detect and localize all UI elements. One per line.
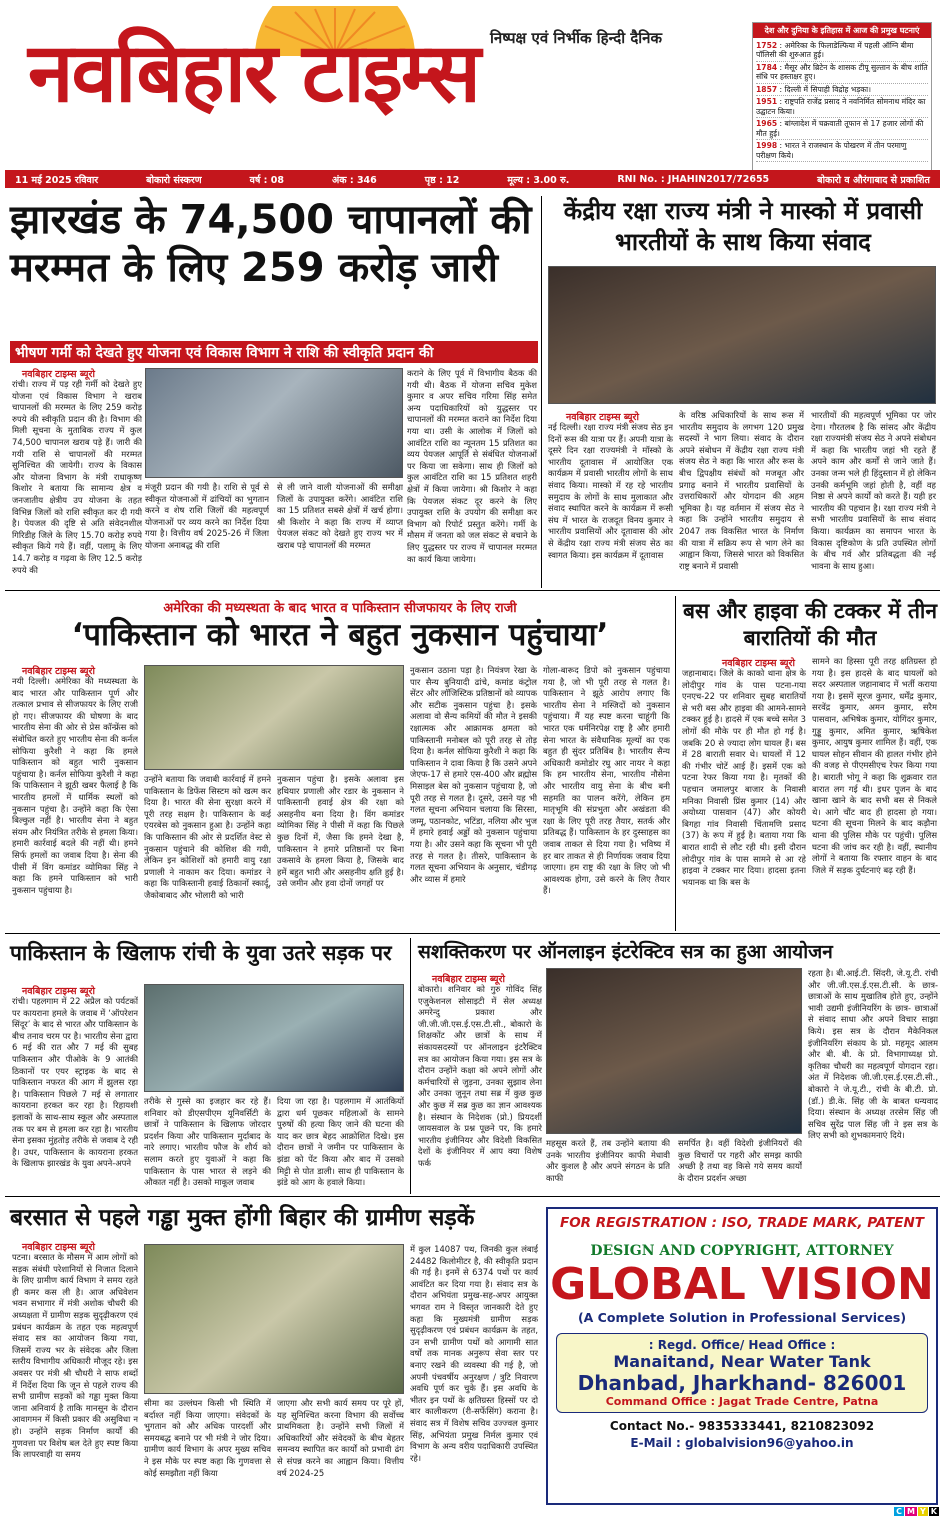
story2-headline: केंद्रीय रक्षा राज्य मंत्री ने मास्को में प्रवासी भारतीयों के साथ किया संवाद bbox=[563, 197, 923, 257]
story5-byline: नवबिहार टाइम्स ब्यूरो bbox=[22, 986, 95, 997]
story6-byline: नवबिहार टाइम्स ब्यूरो bbox=[432, 974, 505, 985]
story5-col1: रांची। पहलगाम में 22 अप्रैल को पर्यटकों पर कायराना हमले के जवाब में ‘ऑपरेशन सिंदूर’ के बाद से भारत और पाकिस्तान के बीच तनाव चरम पर है। भारतीय सेना द्वारा 6 मई की रात और 7 मई की सुबह पाकिस्तान और पीओके के 9 आतंकी ठिकानों पर एयर स्ट्राइक के बाद से पाकिस्तान नफरत की आग में झुलस रहा है। पाकिस्तान पिछले 7 मई से लगातार कायराना हरकत कर रहा है। रिहायशी इलाकों के साथ-साथ स्कूल और अस्पताल तक पर बम से हमला कर रहा है। भारतीय सेना इसका मुंहतोड़ तरीके से जवाब दे रही है। उधर, पाकिस्तान के कायराना हरकत के खिलाफ झारखंड के युवा अपने-अपने bbox=[12, 996, 138, 1169]
history-box bbox=[752, 22, 932, 177]
history-text: अमेरिका के फिलाडेल्फिया में पहली ऑग्नि बीमा पॉलिसी की शुरुआत हुई। bbox=[756, 41, 914, 60]
cmyk-y: Y bbox=[920, 1507, 926, 1516]
section-divider bbox=[5, 933, 940, 934]
story1-subhead: भीषण गर्मी को देखते हुए योजना एवं विकास विभाग ने राशि की स्वीकृति प्रदान की bbox=[10, 341, 538, 363]
section-divider bbox=[5, 1196, 940, 1197]
history-year: 1857 bbox=[756, 84, 778, 94]
story3-headline: ‘पाकिस्तान को भारत ने बहुत नुकसान पहुंचाया’ bbox=[71, 617, 609, 653]
history-text: भारत ने राजस्थान के पोखरण में तीन परमाणु परीक्षण किये। bbox=[756, 141, 907, 160]
story6-col1: बोकारो। शनिवार को गुरु गोविंद सिंह एजुकेशनल सोसाइटी में सेल अध्यक्ष अमरेन्दु प्रकाश और जी.जी.जी.एस.ई.एस.टी.सी., बोकारो के शिक्षकोंट और छात्रों के साथ में संकायसदस्यों पर ऑनलाइन इंटरैक्टिव सत्र का आयोजन किया गया। इस सत्र के दौरान उन्होंने कक्षा को अपने लोगों और कर्मचारियों से जुड़ना, उनका सुझाव लेना और उनका जुनून तथा सब्र में कुछ कुछ और कुछ में सब्र कुछ का ज्ञान आवश्यक है। संस्थान के निदेशक (प्रो.) प्रियदर्शी जायसवाल के प्रश्न पूछने पर, कि हमारे भारतीय इंजीनियर और विदेशी विकसित देशों के इंजीनियर में आप क्या विशेष फर्क bbox=[418, 984, 542, 1168]
story7-col4: में कुल 14087 पथ, जिनकी कुल लंबाई 24482 किलोमीटर है, की स्वीकृति प्रदान की गई है। इनमें से 6374 पथों पर कार्य आवंटित कर दिया गया है। संवाद सत्र के दौरान अभियंता प्रमुख-सह-अपर आयुक्त भगवत राम ने विस्तृत जानकारी देते हुए कहा कि मुख्यमंत्री ग्रामीण सड़क सुदृढ़ीकरण एवं प्रबंधन कार्यक्रम के तहत, उन सभी ग्रामीण पथों को आगामी सात वर्षों तक मानक अनुरूप सेवा स्तर पर बनाए रखने की व्यवस्था की गई है, जो अपनी पंचवर्षीय अनुरक्षण / त्रुटि निवारण अवधि पूर्ण कर चुके हैं। इस अवधि के भीतर इन पथों के क्षतिग्रस्त हिस्सों पर दो बार कालीकरण (री-सर्फेसिंग) कराना है। संवाद सत्र में विशेष सचिव उज्ज्वल कुमार सिंह, अभियंता प्रमुख निर्मल कुमार एवं विभाग के अन्य वरीय पदाधिकारी उपस्थित रहे। bbox=[410, 1244, 538, 1463]
story6-photo bbox=[546, 968, 802, 1134]
ad-contact-numbers: Contact No.- 9835333441, 8210823092 bbox=[609, 1419, 875, 1433]
story2-photo bbox=[548, 266, 936, 404]
issue-date: 11 मई 2025 रविवार bbox=[15, 174, 99, 186]
edition-info-bar bbox=[5, 170, 940, 188]
ad-registration-line: FOR REGISTRATION : ISO, TRADE MARK, PATENT bbox=[559, 1215, 925, 1231]
history-heading: देश और दुनिया के इतिहास में आज की प्रमुख घटनाएं bbox=[753, 23, 931, 38]
story4-col2: सामने का हिस्सा पूरी तरह क्षतिग्रस्त हो गया है। इस हादसे के बाद घायलों को सदर अस्पताल जहानाबाद में भर्ती कराया गया है। इसमें सूरज कुमार, धर्मेंद्र कुमार, सरवेंद्र कुमार, अमन कुमार, सरैम पासवान, अभिषेक कुमार, योगिंदर कुमार, गुड्डू कुमार, अमित कुमार, ऋषिकेश कुमार, आयुष कुमार शामिल हैं। वहीं, एक घायल सोहन सीवान की हालत गंभीर होने की वजह से पीएमसीएच रेफर किया गया है। बाराती भोगू ने कहा कि शुक्रवार रात बारात लग गई थी। इधर पूजन के बाद खाना खाने के बाद सभी बस से निकले थे। आगे चौंट बाद ही हादसा हो गया। घटना की सूचना मिलने के बाद कड़ौना थाना की पुलिस मौके पर पहुंची। पुलिस घटना की जांच कर रही है। वहीं, स्थानीय लोगों ने बताया कि रफ्तार वाहन के बाद जिले में सड़क दुर्घटनाएं बढ़ रही हैं। bbox=[812, 656, 937, 875]
history-item: 1965 : बांग्लादेश में चक्रवाती तूफान से 17 हजार लोगों की मौत हुई। bbox=[756, 118, 928, 140]
story2-byline: नवबिहार टाइम्स ब्यूरो bbox=[566, 412, 639, 423]
history-item: 1951 : राष्ट्रपति राजेंद्र प्रसाद ने नवनिर्मित सोमनाथ मंदिर का उद्घाटन किया। bbox=[756, 96, 928, 118]
cmyk-registration-marks bbox=[894, 1507, 939, 1516]
story5-col2: तरीके से गुस्से का इजहार कर रहे हैं। शनिवार को डीएसपीएम यूनिवर्सिटी के छात्रों ने पाकिस्तान के खिलाफ जोरदार प्रदर्शन किया और पाकिस्तान मुर्दाबाद के नारे लगाए। भारतीय फौज के शौर्य को सलाम करते हुए युवाओं ने कहा कि पाकिस्तान के पास भारत से लड़ने की औकात नहीं है। उसको माकूल जवाब bbox=[144, 1096, 271, 1188]
story4-col1: जहानाबाद। जिले के काको थाना क्षेत्र के लोदीपुर गांव के पास पटना-गया एनएच-22 पर शनिवार सुबह बारातियों से भरी बस और हाइवा की आमने-सामने टक्कर हुई है। हादसे में एक बच्चे समेत 3 लोगों की मौके पर ही मौत हो गई है। जबकि 20 से ज्यादा लोग घायल हैं। बस में 28 बाराती सवार थे। घायलों में 12 की गंभीर चोटें आई हैं। इसमें एक को पटना रेफर किया गया है। मृतकों की पहचान जमालपुर बाजार के निवासी मनिका निवासी प्रिंस कुमार (14) और अयोध्या पासवान (47) और कोयरी बिगहा गांव निवासी चिंतामणि प्रसाद (37) के रूप में हुई है। बताया गया कि बारात शादी से लौट रही थी। इसी दौरान लोदीपुर गांव के पास सामने से आ रहे हाइवा ने टक्कर मार दिया। हादसा इतना भयानक था कि बस के bbox=[682, 668, 806, 887]
story1-col3: से ली जाने वाली योजनाओं की समीक्षा जिलों के उपायुक्त करेंगे। आवंटित राशि का 15 प्रतिशत सबसे क्षेत्रों में खर्च होगा। श्री किशोर ने कहा कि राज्य में व्याप्त पेयजल संकट को देखते हुए राज्य भर में खराब पड़े चापानलों की मरम्मत bbox=[277, 482, 403, 550]
column-divider bbox=[675, 596, 676, 931]
history-year: 1752 bbox=[756, 41, 778, 50]
story6-col2: महसूस करते हैं, तब उन्होंने बताया की उनके भारतीय इंजीनियर काफी मेधावी और कुशल है और अपने संगठन के प्रति काफी bbox=[546, 1138, 670, 1183]
ad-office-label: : Regd. Office/ Head Office : bbox=[648, 1338, 836, 1352]
story7-headline: बरसात से पहले गड्ढा मुक्त होंगी बिहार की ग्रामीण सड़कें bbox=[10, 1205, 475, 1231]
history-item: 1998 : भारत ने राजस्थान के पोखरण में तीन परमाणु परीक्षण किये। bbox=[756, 140, 928, 162]
history-item: 1857 : दिल्ली में सिपाही विद्रोह भड़का। bbox=[756, 84, 928, 96]
story7-col1: पटना। बरसात के मौसम में आम लोगों को सड़क संबंधी परेशानियों से निजात दिलाने के लिए ग्रामीण कार्य विभाग ने समय रहते ही कमर कस ली है। आज अधिवेशन भवन सभागार में मंत्री अशोक चौधरी की अध्यक्षता में ग्रामीण सड़क सुदृढ़ीकरण एवं प्रबंधन कार्यक्रम के तहत एक महत्वपूर्ण संवाद सत्र का आयोजन किया गया, जिसमें राज्य भर के संवेदक और जिला स्तरीय विभागीय अधिकारी मौजूद रहे। इस अवसर पर मंत्री श्री चौधरी ने साफ शब्दों में निर्देश दिया कि जून से पहले राज्य की सभी ग्रामीण सड़कों को गड्ढा मुक्त किया जाना अनिवार्य है ताकि मानसून के दौरान आवागमन में किसी प्रकार की असुविधा न हो। उन्होंने सड़क निर्माण कार्यों की गुणवत्ता पर विशेष बल देते हुए स्पष्ट किया कि लापरवाही या समय bbox=[12, 1252, 138, 1460]
story3-col3: नुकसान पहुंचा है। इसके अलावा इस हथियार प्रणाली और रडार के नुकसान ने पाकिस्तानी हवाई क्षेत्र की रक्षा को असहनीय बना दिया है। विंग कमांडर व्योमिका सिंह ने पीसी में कहा कि पिछले कुछ दिनों में, जैसा कि हमने देखा है, पाकिस्तान ने हमारे प्रतिष्ठानों पर बिना उकसावे के हमला किया है, जिसके बाद हमें बहुत भारी और असहनीय क्षति हुई है। उसे जमीन और हवा दोनों जगहों पर bbox=[277, 774, 404, 889]
history-year: 1998 bbox=[756, 141, 778, 151]
story1-col2: मंजूरी प्रदान की गयी है। राशि से पूर्व से स्वीकृत योजनाओं में ढांचियों का भुगतान करने व शेष राशि जिलों की महत्वपूर्ण योजनाओं पर व्यय करने का निर्देश दिया गया है। वित्तीय वर्ष 2025-26 में जिला योजना अनाबद्ध की राशि bbox=[145, 482, 269, 550]
story5-col3: दिया जा रहा है। पहलगाम में आतंकियों द्वारा धर्म पूछकर महिलाओं के सामने पुरुषों की हत्या किए जाने की घटना की याद कर छात्र बेहद आक्रोशित दिखे। इस दौरान छात्रों ने जमीन पर पाकिस्तान के झंडा को पेंट किया और बाद में उसको मिट्टी से पोत डाली। साथ ही पाकिस्तान के झंडे को आग के हवाले किया। bbox=[277, 1096, 404, 1188]
history-item: 1752 : अमेरिका के फिलाडेल्फिया में पहली ऑग्नि बीमा पॉलिसी की शुरुआत हुई। bbox=[756, 40, 928, 62]
story2-col3: भारतीयों की महत्वपूर्ण भूमिका पर जोर देगा। गौरतलब है कि सांसद और केंद्रीय रक्षा राज्यमंत्री संजय सेठ ने अपने संबोधन में कहा कि भारतीय जहां भी रहते हैं अपने काम और कर्मों से जाने जाते हैं। उनका जन्म भले ही हिंदुस्तान में हो लेकिन उनकी कर्मभूमि जहां होती है, वहीं वह निष्ठा से अपने कार्यों को करते हैं। यही हर भारतीय की पहचान है। रक्षा राज्य मंत्री ने सभी भारतीय प्रवासियों के साथ संवाद किया। कार्यक्रम का समापन भारत के विकास दृष्टिकोण के प्रति उपस्थित लोगों के बीच गर्व और प्रतिबद्धता की नई भावना के साथ हुआ। bbox=[811, 410, 936, 571]
history-item: 1784 : मैसूर और ब्रिटेन के शासक टीपू सुल्तान के बीच शांति संधि पर हस्ताक्षर हुए। bbox=[756, 62, 928, 84]
history-text: राष्ट्रपति राजेंद्र प्रसाद ने नवनिर्मित सोमनाथ मंदिर का उद्घाटन किया। bbox=[756, 97, 926, 116]
issue-number: अंक : 346 bbox=[331, 174, 377, 186]
history-year: 1951 bbox=[756, 97, 778, 107]
story3-byline: नवबिहार टाइम्स ब्यूरो bbox=[22, 666, 95, 677]
story4-byline: नवबिहार टाइम्स ब्यूरो bbox=[722, 658, 795, 669]
story6-headline: सशक्तिकरण पर ऑनलाइन इंटरेक्टिव सत्र का हुआ आयोजन bbox=[418, 941, 833, 963]
ad-office-box bbox=[556, 1333, 928, 1413]
publish-place: बोकारो व औरंगाबाद से प्रकाशित bbox=[817, 174, 930, 186]
story3-kicker: अमेरिका की मध्यस्थता के बाद भारत व पाकिस्तान सीजफायर के लिए राजी bbox=[163, 601, 517, 616]
history-text: बांग्लादेश में चक्रवाती तूफान से 17 हजार लोगों की मौत हुई। bbox=[756, 119, 924, 138]
rni-number: RNI No. : JHAHIN2017/72655 bbox=[617, 173, 770, 185]
story3-col1: नयी दिल्ली। अमेरिका की मध्यस्थता के बाद भारत और पाकिस्तान पूर्ण और तत्काल प्रभाव से सीजफायर के लिए राजी हो गए। सीजफायर की घोषणा के बाद भारतीय सेना की ओर से प्रेस कॉन्फ्रेंस को संबोधित करते हुए भारतीय सेना की कर्नल सोफिया कुरैशी ने कहा कि हमले पाकिस्तान को बहुत भारी नुकसान पहुंचाया है। कर्नल सोफिया कुरैशी ने कहा कि पाकिस्तान ने झूठी खबर फैलाई है कि भारतीय हमलों में धार्मिक स्थलों को नुकसान पहुंचा है। उन्होंने कहा कि ऐसा बिल्कुल नहीं है। भारतीय सेना ने बहुत संयम और नियंत्रित तरीके से हमला किया। हमारी कार्रवाई बदले की नहीं थी। हमने सिर्फ हमलों का जवाब दिया है। सेना की पीसी में विंग कमांडर व्योमिका सिंह ने कहा कि हमने पाकिस्तान को भारी नुकसान पहुंचाया है। bbox=[12, 676, 138, 895]
story1-col4: कराने के लिए पूर्व में विभागीय बैठक की गयी थी। बैठक में योजना सचिव मुकेश कुमार व अपर सचिव गरिमा सिंह समेत अन्य पदाधिकारियों को युद्धस्तर पर चापानलों की मरम्मत कराने का निर्देश दिया गया था। उसी के आलोक में जिलों को आवंटित राशि का न्यूनतम 15 प्रतिशत का व्यय पेयजल आपूर्ति से संबंधित योजनाओं पर किया जा सकेगा। साथ ही जिलों को कुल आवंटित राशि का 15 प्रतिशत शहरी क्षेत्रों में किया जायेगा। श्री किशोर ने कहा कि पेयजल संकट दूर करने के लिए उपायुक्त राशि के उपयोग की समीक्षा कर विभाग को रिपोर्ट प्रस्तुत करेंगे। गर्मी के मौसम में जनता को जल संकट से बचाने के लिए युद्धस्तर पर राज्य में चापानल मरम्मत का कार्य किया जायेगा। bbox=[407, 368, 537, 564]
ad-office-line1: Manaitand, Near Water Tank bbox=[613, 1352, 871, 1371]
story4-headline: बस और हाइवा की टक्कर में तीन बारातियों की मौत bbox=[682, 599, 938, 651]
ad-subtitle: (A Complete Solution in Professional Services) bbox=[577, 1310, 907, 1325]
story3-col4: नुकसान उठाना पड़ा है। नियंत्रण रेखा के पार सैन्य बुनियादी ढांचे, कमांड कंट्रोल सेंटर और लॉजिस्टिक प्रतिष्ठानों को व्यापक और सटीक नुकसान पहुंचा है। इसके अलावा वो सैन्य कमियों की मौत ने इसकी रक्षात्मक और आक्रामक क्षमता को पाकिस्तानी मनोबल को पूरी तरह से तोड़ दिया है। कर्नल सोफिया कुरैशी ने कहा कि पाकिस्तान ने दावा किया है कि उसने अपने जेएफ-17 से हमारे एस-400 और ब्रह्मोस मिसाइल बेस को नुकसान पहुंचाया है, जो पूरी तरह से गलत है। दूसरे, उसने यह भी गलत सूचना अभियान चलाया कि सिरसा, जम्मू, पठानकोट, भटिंडा, नलिया और भुज में हमारे हवाई अड्डों को नुकसान पहुंचाया गया है। और उसने कहा कि सूचना भी पूरी तरह से गलत है। तीसरे, पाकिस्तान के गलत सूचना अभियान के अनुसार, चंडीगढ़ और व्यास में हमारे bbox=[410, 665, 537, 884]
cmyk-k: K bbox=[930, 1507, 937, 1516]
edition-name: बोकारो संस्करण bbox=[146, 174, 202, 186]
ad-company-name: GLOBAL VISION bbox=[550, 1259, 934, 1310]
story7-col3: जाएगा और सभी कार्य समय पर पूरे हों, यह सुनिश्चित करना विभाग की सर्वोच्च प्राथमिकता है। उन्होंने सभी जिलों में अधिकारियों और संवेदकों के बीच बेहतर समन्वय स्थापित कर कार्यों को प्रभावी ढंग से संपन्न करने का आह्वान किया। वित्तीय वर्ष 2024-25 bbox=[277, 1398, 404, 1478]
story5-photo bbox=[144, 984, 404, 1092]
page-count: पृष्ठ : 12 bbox=[424, 174, 460, 186]
story1-photo bbox=[145, 368, 403, 478]
story3-col2: उन्होंने बताया कि जवाबी कार्रवाई में हमने पाकिस्तान के डिफेंस सिस्टम को खत्म कर दिया है। भारत की सेना सुरक्षा करने में पूरी तरह सक्षम है। पाकिस्तान के कई एयरबेस को नुकसान हुआ है। उन्होंने कहा कि पाकिस्तान की ओर से प्रदर्शित वेस्ट से नुकसान पहुंचाने की कोशिश की गयी, लेकिन इन कोशिशों को हमारी वायु रक्षा प्रणाली ने नाकाम कर दिया। कमांडर ने कहा कि पाकिस्तानी हवाई ठिकानों स्कार्दू, जैकोबाबाद और भोलारी को भारी bbox=[144, 774, 271, 900]
story1-byline: नवबिहार टाइम्स ब्यूरो bbox=[22, 369, 95, 380]
story5-headline: पाकिस्तान के खिलाफ रांची के युवा उतरे सड़क पर bbox=[10, 941, 392, 965]
history-text: दिल्ली में सिपाही विद्रोह भड़का। bbox=[784, 84, 871, 94]
newspaper-tagline: निष्पक्ष एवं निर्भीक हिन्दी दैनिक bbox=[490, 29, 663, 47]
story2-col1: नई दिल्ली। रक्षा राज्य मंत्री संजय सेठ इन दिनों रूस की यात्रा पर हैं। अपनी यात्रा के दूसरे दिन रक्षा राज्यमंत्री ने मॉस्को के भारतीय दूतावास में आयोजित एक कार्यक्रम में प्रवासी भारतीय लोगों के साथ संवाद किया। मास्को में रह रहे भारतीय समुदाय के लोगों के साथ मुलाकात और संवाद स्थापित करने के कार्यक्रम में रूसी संघ में भारत के राजदूत विनय कुमार ने भारतीय प्रवासियों और दूतावास की ओर से केंद्रीय रक्षा राज्य मंत्री संजय सेठ का स्वागत किया। इस कार्यक्रम में दूतावास bbox=[548, 422, 673, 560]
history-year: 1965 bbox=[756, 119, 778, 129]
column-divider bbox=[410, 938, 411, 1194]
story1-col1: रांची। राज्य में पड़ रही गर्मी को देखते हुए योजना एवं विकास विभाग ने खराब चापानलों की मरम्मत के लिए 259 करोड़ रुपये की स्वीकृति प्रदान की है। विभाग की मिली सूचना के मुताबिक राज्य में कुल 74,500 चापानल खराब पड़े हैं। जारी की गयी राशि से चापानलों की मरम्मत सुनिश्चित की जायेगी। राज्य के विकास और योजना विभाग के मंत्री राधाकृष्ण किशोर ने बताया कि सामान्य क्षेत्र व जनजातीय क्षेत्रीय उप योजना के तहत विभिन्न जिलों को राशि स्वीकृत कर दी गयी है। पेयजल की दृष्टि से अति संवेदनशील गिरिडीह जिले के लिए 15.70 करोड़ रुपये स्वीकृत किये गये हैं। वहीं, पलामू के लिए 14.7 करोड़ व गढ़वा के लिए 12.5 करोड़ रुपये की bbox=[12, 379, 142, 575]
ad-design-line: DESIGN AND COPYRIGHT, ATTORNEY bbox=[590, 1243, 894, 1259]
story7-col2: सीमा का उल्लंघन किसी भी स्थिति में बर्दाश्त नहीं किया जाएगा। संवेदकों के भुगतान को और अधिक पारदर्शी और समयबद्ध बनाने पर भी मंत्री ने जोर दिया। ग्रामीण कार्य विभाग के अपर मुख्य सचिव ने इस मौके पर स्पष्ट कहा कि गुणवत्ता से कोई समझौता नहीं किया bbox=[144, 1398, 271, 1478]
section-divider bbox=[5, 590, 940, 591]
cmyk-m: M bbox=[907, 1507, 915, 1516]
story3-col5: गोला-बारूद डिपो को नुकसान पहुंचाया गया है, जो भी पूरी तरह से गलत है। पाकिस्तान ने झूठे आरोप लगाए कि भारतीय सेना ने मस्जिदों को नुकसान पहुंचाया। मैं यह स्पष्ट करना चाहूंगी कि भारत एक धर्मनिरपेक्ष राष्ट्र है और हमारी सेना भारत के संवैधानिक मूल्यों का एक बहुत ही सुंदर प्रतिबिंब है। भारतीय सैन्य अधिकारी कमोडोर रघु आर नायर ने कहा कि हम भारतीय सेना, भारतीय नौसेना और भारतीय वायु सेना के बीच बनी सहमति का पालन करेंगे, लेकिन हम मातृभूमि की संप्रभुता और अखंडता की रक्षा के लिए पूरी तरह तैयार, सतर्क और प्रतिबद्ध हैं। पाकिस्तान के हर दुस्साहस का जवाब ताकत से दिया गया है। भविष्य में हर बार ताकत से ही निर्णायक जवाब दिया जाएगा। हम राष्ट्र की रक्षा के लिए जो भी आवश्यक होगा, उसे करने के लिए तैयार हैं। bbox=[543, 665, 670, 896]
story2-col2: के वरिष्ठ अधिकारियों के साथ रूस में भारतीय समुदाय के लगभग 120 प्रमुख सदस्यों ने भाग लिया। संवाद के दौरान अपने संबोधन में केंद्रीय रक्षा राज्य मंत्री संजय सेठ ने कहा कि भारत और रूस के बीच द्विपक्षीय संबंधों को मजबूत और प्रगाढ़ बनाने में भारतीय प्रवासियों के उत्तराधिकारों और योगदान की अहम भूमिका है। यह वर्तमान में संजय सेठ ने कहा कि उन्होंने भारतीय समुदाय से 2047 तक विकसित भारत के निर्माण की यात्रा में सक्रिय रूप से भाग लेने का आह्वान किया, जिससे भारत को विकसित राष्ट्र बनाने में प्रवासी bbox=[679, 410, 804, 571]
story3-photo bbox=[144, 665, 404, 770]
story6-col3: समर्पित है। वहीं विदेशी इंजीनियरों की कुछ विचारों पर गहरी और समझ काफी अच्छी है तथा वह किसे गये समय कार्यों के दौरान प्रदर्शन अच्छा bbox=[678, 1138, 802, 1183]
global-vision-advertisement bbox=[546, 1207, 938, 1505]
story7-byline: नवबिहार टाइम्स ब्यूरो bbox=[22, 1242, 95, 1253]
story1-headline: झारखंड के 74,500 चापानलों की मरम्मत के लिए 259 करोड़ जारी bbox=[10, 197, 532, 291]
ad-command-office: Command Office : Jagat Trade Centre, Patna bbox=[605, 1395, 879, 1408]
column-divider bbox=[541, 196, 542, 588]
history-year: 1784 bbox=[756, 62, 778, 72]
story7-photo bbox=[144, 1244, 404, 1394]
volume-year: वर्ष : 08 bbox=[249, 174, 285, 186]
history-list bbox=[753, 38, 931, 164]
cmyk-c: C bbox=[896, 1507, 903, 1516]
story6-col4: रहता है। बी.आई.टी. सिंदरी, जे.यू.टी. रांची और जी.जी.एस.ई.एस.टी.सी. के छात्र- छात्राओं के साथ मुखातिब होते हुए, उन्होंने भावी उद्यमी इंजीनियरिंग के छात्र- छात्राओं से संवाद साधा और अपने विचार साझा किये। इस सत्र के दौरान मैकेनिकल इंजीनियरिंग संकाय के प्रो. महमूद आलम और बी. बी. के प्रो. विभागाध्यक्ष प्रो. कृतिका चौधरी का महत्वपूर्ण योगदान रहा। अंत में निदेशक जी.जी.एस.ई.एस.टी.सी., बोकारो ने जे.यू.टी., रांची के बी.टी. प्रो. (डॉ.) डी.के. सिंह जी के बाबत धन्यवाद दिया। संस्थान के अध्यक्ष तरसेम सिंह जी सचिव सुरेंद्र पाल सिंह जी ने इस सत्र के लिए सभी को शुभकामनाएं दिये। bbox=[808, 968, 938, 1141]
ad-email: E-Mail : globalvision96@yahoo.in bbox=[630, 1436, 854, 1450]
history-text: मैसूर और ब्रिटेन के शासक टीपू सुल्तान के बीच शांति संधि पर हस्ताक्षर हुए। bbox=[756, 62, 928, 82]
ad-office-line2: Dhanbad, Jharkhand- 826001 bbox=[577, 1371, 907, 1395]
newspaper-title: नवबिहार टाइम्स bbox=[28, 25, 479, 121]
price: मूल्य : 3.00 रु. bbox=[507, 174, 570, 186]
